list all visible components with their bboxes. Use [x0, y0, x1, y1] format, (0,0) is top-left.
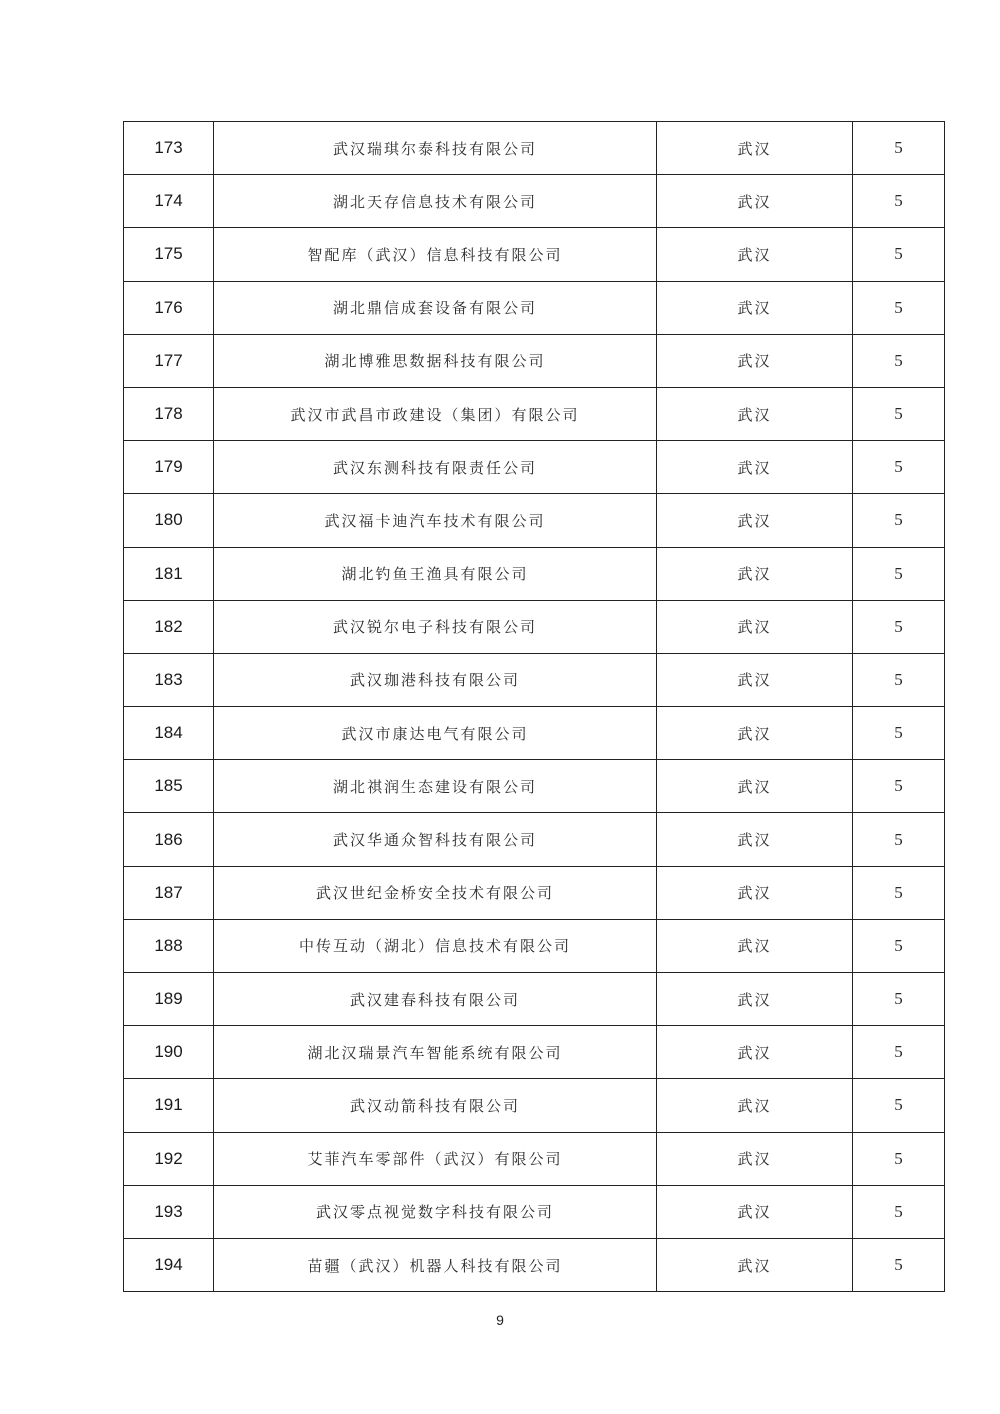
table-row: [124, 1238, 945, 1291]
company-name-cell: 武汉市武昌市政建设（集团）有限公司: [214, 387, 657, 440]
row-number-cell: 180: [124, 494, 214, 547]
row-number-cell: 181: [124, 547, 214, 600]
company-name-cell: 湖北祺润生态建设有限公司: [214, 760, 657, 813]
table-row: [124, 919, 945, 972]
city-cell: 武汉: [657, 387, 853, 440]
row-number-cell: 186: [124, 813, 214, 866]
city-cell: 武汉: [657, 600, 853, 653]
row-number-cell: 183: [124, 653, 214, 706]
city-cell: 武汉: [657, 547, 853, 600]
company-name-cell: 武汉建春科技有限公司: [214, 973, 657, 1026]
table-row: [124, 281, 945, 334]
row-number-cell: 184: [124, 707, 214, 760]
score-cell: 5: [853, 175, 945, 228]
company-name-cell: 武汉动箭科技有限公司: [214, 1079, 657, 1132]
company-name-cell: 武汉零点视觉数字科技有限公司: [214, 1185, 657, 1238]
table-row: [124, 760, 945, 813]
row-number-cell: 179: [124, 441, 214, 494]
score-cell: 5: [853, 387, 945, 440]
table-row: [124, 813, 945, 866]
company-name-cell: 武汉瑞琪尔泰科技有限公司: [214, 122, 657, 175]
row-number-cell: 182: [124, 600, 214, 653]
score-cell: 5: [853, 653, 945, 706]
row-number-cell: 191: [124, 1079, 214, 1132]
score-cell: 5: [853, 441, 945, 494]
city-cell: 武汉: [657, 122, 853, 175]
company-name-cell: 武汉世纪金桥安全技术有限公司: [214, 866, 657, 919]
table-row: [124, 707, 945, 760]
table-row: [124, 175, 945, 228]
table-row: [124, 441, 945, 494]
city-cell: 武汉: [657, 441, 853, 494]
company-name-cell: 武汉珈港科技有限公司: [214, 653, 657, 706]
table-row: [124, 122, 945, 175]
company-name-cell: 艾菲汽车零部件（武汉）有限公司: [214, 1132, 657, 1185]
company-name-cell: 中传互动（湖北）信息技术有限公司: [214, 919, 657, 972]
score-cell: 5: [853, 281, 945, 334]
company-name-cell: 湖北鼎信成套设备有限公司: [214, 281, 657, 334]
company-name-cell: 湖北博雅思数据科技有限公司: [214, 334, 657, 387]
city-cell: 武汉: [657, 1026, 853, 1079]
company-name-cell: 湖北天存信息技术有限公司: [214, 175, 657, 228]
company-name-cell: 湖北汉瑞景汽车智能系统有限公司: [214, 1026, 657, 1079]
city-cell: 武汉: [657, 973, 853, 1026]
row-number-cell: 175: [124, 228, 214, 281]
table-row: [124, 387, 945, 440]
score-cell: 5: [853, 760, 945, 813]
row-number-cell: 192: [124, 1132, 214, 1185]
table-row: [124, 1185, 945, 1238]
company-name-cell: 苗疆（武汉）机器人科技有限公司: [214, 1238, 657, 1291]
score-cell: 5: [853, 813, 945, 866]
row-number-cell: 174: [124, 175, 214, 228]
city-cell: 武汉: [657, 760, 853, 813]
row-number-cell: 185: [124, 760, 214, 813]
company-name-cell: 智配库（武汉）信息科技有限公司: [214, 228, 657, 281]
city-cell: 武汉: [657, 866, 853, 919]
city-cell: 武汉: [657, 919, 853, 972]
company-name-cell: 武汉福卡迪汽车技术有限公司: [214, 494, 657, 547]
city-cell: 武汉: [657, 334, 853, 387]
page-number: 9: [496, 1312, 504, 1328]
score-cell: 5: [853, 1079, 945, 1132]
table-row: [124, 1026, 945, 1079]
score-cell: 5: [853, 600, 945, 653]
score-cell: 5: [853, 122, 945, 175]
row-number-cell: 193: [124, 1185, 214, 1238]
table-row: [124, 973, 945, 1026]
score-cell: 5: [853, 547, 945, 600]
city-cell: 武汉: [657, 1185, 853, 1238]
row-number-cell: 177: [124, 334, 214, 387]
row-number-cell: 194: [124, 1238, 214, 1291]
company-list-table: [123, 121, 945, 1292]
score-cell: 5: [853, 973, 945, 1026]
city-cell: 武汉: [657, 281, 853, 334]
city-cell: 武汉: [657, 494, 853, 547]
city-cell: 武汉: [657, 1079, 853, 1132]
table-row: [124, 547, 945, 600]
row-number-cell: 173: [124, 122, 214, 175]
row-number-cell: 178: [124, 387, 214, 440]
table-row: [124, 653, 945, 706]
score-cell: 5: [853, 494, 945, 547]
score-cell: 5: [853, 334, 945, 387]
score-cell: 5: [853, 1238, 945, 1291]
score-cell: 5: [853, 919, 945, 972]
table-row: [124, 1132, 945, 1185]
table-row: [124, 494, 945, 547]
city-cell: 武汉: [657, 1132, 853, 1185]
score-cell: 5: [853, 1132, 945, 1185]
city-cell: 武汉: [657, 228, 853, 281]
company-name-cell: 武汉东测科技有限责任公司: [214, 441, 657, 494]
row-number-cell: 176: [124, 281, 214, 334]
score-cell: 5: [853, 1026, 945, 1079]
table-row: [124, 1079, 945, 1132]
city-cell: 武汉: [657, 1238, 853, 1291]
city-cell: 武汉: [657, 813, 853, 866]
table-row: [124, 866, 945, 919]
table-body: [124, 122, 945, 1292]
row-number-cell: 190: [124, 1026, 214, 1079]
company-name-cell: 武汉华通众智科技有限公司: [214, 813, 657, 866]
score-cell: 5: [853, 228, 945, 281]
company-name-cell: 武汉锐尔电子科技有限公司: [214, 600, 657, 653]
table-row: [124, 600, 945, 653]
row-number-cell: 188: [124, 919, 214, 972]
company-name-cell: 湖北钓鱼王渔具有限公司: [214, 547, 657, 600]
city-cell: 武汉: [657, 653, 853, 706]
company-name-cell: 武汉市康达电气有限公司: [214, 707, 657, 760]
city-cell: 武汉: [657, 175, 853, 228]
city-cell: 武汉: [657, 707, 853, 760]
score-cell: 5: [853, 707, 945, 760]
table-row: [124, 228, 945, 281]
score-cell: 5: [853, 1185, 945, 1238]
score-cell: 5: [853, 866, 945, 919]
row-number-cell: 189: [124, 973, 214, 1026]
row-number-cell: 187: [124, 866, 214, 919]
table-row: [124, 334, 945, 387]
